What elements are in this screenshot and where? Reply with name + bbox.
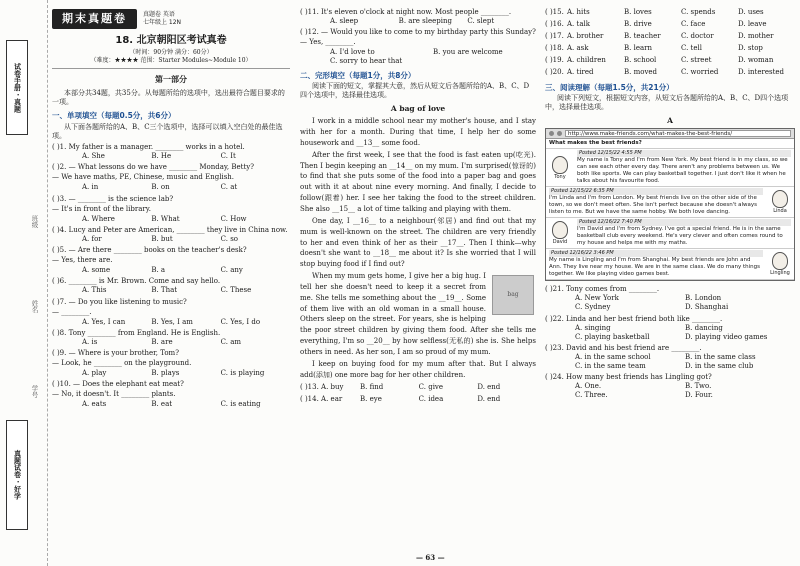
- option-a: A. singing: [575, 323, 611, 332]
- option-c: C. am: [220, 337, 242, 346]
- question-11: [300, 8, 536, 26]
- question-number: ( )17.: [545, 31, 564, 40]
- option-d: D. end: [477, 395, 501, 404]
- option-c: C. These: [220, 286, 252, 295]
- post-text: I'm Linda and I'm from London. My best friends live on the other side of the town, so we don't meet often. She isn't perfect because she doesn't always listen to me. But we have the same hobby. We both love dancing.: [549, 194, 758, 216]
- cloze-story: [300, 116, 536, 380]
- option-cell: A. hits: [567, 7, 590, 16]
- option-d: D. in the same club: [685, 361, 754, 370]
- binding-strip: [0, 0, 48, 566]
- option-cell: D. stop: [738, 43, 763, 52]
- option-c: C. any: [220, 266, 243, 275]
- option-b: B. eat: [151, 400, 173, 409]
- option-b: B. dancing: [685, 323, 723, 332]
- option-a: A. sleep: [330, 17, 359, 26]
- option-cell: B. school: [624, 55, 657, 64]
- section2-intro: 阅读下面的短文，掌握其大意，然后从短文后各题所给的A、B、C、D四个选项中，选择最佳选项。: [300, 82, 530, 100]
- avatar: [546, 218, 574, 248]
- question-stem: ( )6. ________ is Mr. Brown. Come and say hello.: [52, 277, 221, 286]
- question-subline: — No, it doesn't. It ________ plants.: [52, 390, 176, 399]
- option-cell: C. worried: [681, 67, 719, 76]
- question-14: [300, 394, 536, 406]
- section2-title: 二、完形填空（每题1分，共8分）: [300, 70, 416, 80]
- question-item: [52, 226, 290, 244]
- option-c: C. Yes, I do: [220, 317, 261, 326]
- option-cell: B. teacher: [624, 31, 661, 40]
- question-number: ( )19.: [545, 55, 564, 64]
- face-icon: [772, 252, 788, 270]
- question-item: [545, 373, 795, 400]
- option-a: A. is: [82, 337, 98, 346]
- question-subline: — ________.: [52, 307, 92, 316]
- option-row: [330, 48, 536, 66]
- option-a: A. New York: [575, 294, 619, 303]
- exam-header: [52, 6, 290, 32]
- avatar: [766, 187, 794, 217]
- option-b: B. Yes, I am: [151, 317, 193, 326]
- question-stem: ( )13. A. buy: [300, 383, 344, 391]
- number-label: 学号: [30, 385, 39, 398]
- option-cell: D. interested: [738, 67, 785, 76]
- forum-post: [546, 218, 794, 249]
- option-b: B. London: [685, 294, 722, 303]
- part-intro: 本部分共34题，共35分。从每题所给的选项中，选出最符合题目要求的一项。: [52, 88, 285, 107]
- back-icon: [549, 131, 554, 136]
- question-stem: ( )4. Lucy and Peter are American, ________ they live in China now.: [52, 225, 288, 234]
- option-row: [300, 394, 536, 406]
- option-row: [82, 338, 290, 347]
- option-row: [82, 400, 290, 409]
- option-b: B. you are welcome: [433, 48, 503, 57]
- option-c: C. so: [220, 234, 239, 243]
- option-c: C. slept: [467, 17, 495, 26]
- option-cell: A. children: [567, 55, 606, 64]
- option-cell: B. moved: [624, 67, 658, 76]
- option-row: [330, 17, 536, 26]
- browser-page-title: What makes the best friends?: [546, 139, 794, 149]
- question-item: [52, 380, 290, 409]
- header-meta-line1: 真题卷 英语: [143, 10, 175, 18]
- question-stem: ( )7. — Do you like listening to music?: [52, 297, 187, 306]
- class-label: 班级: [30, 215, 39, 228]
- option-row: [82, 369, 290, 378]
- option-cell: D. leave: [738, 19, 767, 28]
- option-a: A. for: [82, 234, 102, 243]
- section1-title: 一、单项填空（每题0.5分，共6分）: [52, 111, 176, 121]
- option-b: B. What: [151, 214, 180, 223]
- option-b: B. plays: [151, 369, 180, 378]
- post-text: I'm David and I'm from Sydney. I've got a special friend. He is in the same basketball club every weekend. He's very clever and often comes round to my house and helps me with my maths.: [577, 225, 783, 247]
- option-cell: A. talk: [567, 19, 590, 28]
- question-item: [52, 298, 290, 327]
- option-a: A. eats: [82, 400, 107, 409]
- option-a: A. Yes, I can: [82, 317, 126, 326]
- option-b: B. are sleeping: [398, 17, 452, 26]
- option-b: B. eye: [360, 395, 382, 404]
- option-cell: A. brother: [567, 31, 604, 40]
- forum-post: [546, 187, 794, 218]
- question-item: [52, 329, 290, 347]
- option-cell: A. ask: [567, 43, 589, 52]
- header-meta: [143, 11, 181, 28]
- post-date: Posted 12/15/22 4:55 PM: [577, 150, 791, 157]
- passage-label: A: [667, 115, 673, 125]
- option-row: [82, 286, 290, 295]
- question-stem: ( )9. — Where is your brother, Tom?: [52, 348, 179, 357]
- option-b: B. That: [151, 286, 178, 295]
- question-subline: — Look, he ________ on the playground.: [52, 359, 192, 368]
- question-item: [52, 349, 290, 378]
- question-item: [52, 246, 290, 275]
- question-stem: ( )3. — ________ is the science lab?: [52, 194, 174, 203]
- question-item: [545, 285, 795, 312]
- question-stem: ( )8. Tony ________ from England. He is English.: [52, 328, 221, 337]
- option-c: C. give: [418, 383, 444, 391]
- option-c: C. is playing: [220, 369, 265, 378]
- cloze-options-grid: [545, 6, 795, 79]
- avatar-name: Lingling: [770, 270, 790, 276]
- question-stem: ( )22. Linda and her best friend both like ________.: [545, 314, 723, 323]
- question-number: ( )16.: [545, 19, 564, 28]
- question-stem: ( )12. — Would you like to come to my birthday party this Sunday?: [300, 28, 536, 37]
- forward-icon: [557, 131, 562, 136]
- question-subline: — Yes, there are.: [52, 256, 113, 265]
- side-block-bottom: [6, 420, 28, 530]
- option-b: B. He: [151, 152, 172, 161]
- forum-post: [546, 149, 794, 187]
- page-number: — 63 —: [416, 552, 445, 562]
- question-list-3: [545, 285, 795, 400]
- question-stem: ( )10. — Does the elephant eat meat?: [52, 380, 184, 389]
- option-row: [82, 152, 290, 161]
- part-heading: 第一部分: [155, 74, 187, 84]
- banner-title: 期末真题卷: [52, 9, 137, 29]
- story-title: A bag of love: [390, 103, 446, 113]
- browser-window: [545, 128, 795, 281]
- face-icon: [552, 156, 568, 174]
- side-block-top-text: 试卷手册 · 真题: [13, 62, 22, 113]
- post-date: Posted 12/15/22 6:35 PM: [549, 188, 763, 195]
- post-body: [546, 249, 766, 279]
- option-b: B. in the same class: [685, 352, 756, 361]
- option-b: B. are: [151, 337, 173, 346]
- option-cell: C. street: [681, 55, 712, 64]
- subtitle-time: （时间：90分钟 满分：60分）: [129, 49, 213, 56]
- story-paragraph: I work in a middle school near my mother's house, and I stay with her for a month. During that time, I help her do some housework and __13__ some food.: [300, 117, 536, 147]
- option-row: [575, 353, 795, 371]
- exam-subtitle: [52, 49, 290, 69]
- option-row: [82, 266, 290, 275]
- option-c: C. How: [220, 214, 247, 223]
- question-list-1: [52, 143, 290, 409]
- column-3: [545, 6, 795, 560]
- face-icon: [552, 221, 568, 239]
- question-subline: — We have maths, PE, Chinese, music and English.: [52, 173, 235, 182]
- option-c: C. sorry to hear that: [330, 57, 403, 66]
- option-a: A. Where: [82, 214, 115, 223]
- story-paragraph: I keep on buying food for my mum after that. But I always add(添加) one more bag for her other children.: [300, 359, 536, 379]
- bag-image: bag: [492, 275, 534, 315]
- option-b: B. a: [151, 266, 166, 275]
- option-cell: C. doctor: [681, 31, 714, 40]
- question-item: [52, 163, 290, 192]
- option-b: B. find: [360, 383, 384, 391]
- option-b: B. but: [151, 234, 173, 243]
- question-stem: ( )23. David and his best friend are ________.: [545, 343, 702, 352]
- option-a: A. in the same school: [575, 352, 651, 361]
- option-cell: C. face: [681, 19, 706, 28]
- header-meta-line2: 七年级上 12N: [143, 19, 182, 26]
- option-row: [575, 324, 795, 342]
- question-stem: ( )1. My father is a manager. ________ works in a hotel.: [52, 143, 245, 152]
- option-cell: D. mother: [738, 31, 774, 40]
- question-subline: — Yes, ________.: [300, 38, 356, 47]
- post-body: [574, 218, 794, 248]
- side-block-top: [6, 40, 28, 135]
- option-row: [82, 183, 290, 192]
- subtitle-scope: （难度：★★★★ 范围：Starter Modules~Module 10）: [90, 56, 252, 64]
- post-date: Posted 12/16/22 7:40 PM: [577, 219, 791, 226]
- option-c: C. at: [220, 183, 238, 192]
- option-a: A. I'd love to: [330, 48, 375, 57]
- question-item: [52, 143, 290, 161]
- option-cell: C. spends: [681, 7, 716, 16]
- post-text: My name is Tony and I'm from New York. My best friend is in my class, so we can see each other every day. There aren't any problems between us. We both like sports. We can play basketball together. I just don't like it when he talks about his favourite food.: [577, 156, 788, 185]
- column-2: [300, 6, 536, 560]
- question-stem: ( )14. A. ear: [300, 395, 343, 404]
- forum-post: [546, 249, 794, 280]
- option-d: D. Shanghai: [685, 303, 729, 312]
- question-stem: ( )2. — What lessons do we have ________ Monday, Betty?: [52, 163, 254, 172]
- browser-toolbar: [546, 129, 794, 139]
- question-item: [52, 195, 290, 224]
- avatar: [546, 149, 574, 186]
- option-a: A. She: [82, 152, 105, 161]
- question-12: [300, 28, 536, 66]
- option-row: [82, 318, 290, 327]
- section3-intro: 阅读下列短文，根据短文内容，从短文后各题所给的A、B、C、D四个选项中，选择最佳选项。: [545, 94, 789, 112]
- section1-intro: 从下面各题所给的A、B、C三个选项中，选择可以填入空白处的最佳选项。: [52, 122, 283, 141]
- avatar-name: Linda: [773, 208, 787, 215]
- question-subline: — It's in front of the library.: [52, 204, 152, 213]
- option-c: C. It: [220, 152, 236, 161]
- exam-title: 18. 北京朝阳区考试真卷: [115, 35, 227, 46]
- side-block-bottom-text: 真题试卷 · 好学: [13, 450, 22, 500]
- question-stem: ( )11. It's eleven o'clock at night now. Most people ________.: [300, 8, 512, 16]
- option-row: [575, 294, 795, 312]
- question-item: [545, 344, 795, 371]
- option-row: [575, 382, 795, 400]
- option-cell: B. loves: [624, 7, 652, 16]
- option-cell: B. learn: [624, 43, 653, 52]
- post-body: [546, 187, 766, 217]
- question-stem: ( )24. How many best friends has Lingling got?: [545, 373, 712, 382]
- option-a: A. This: [82, 286, 107, 295]
- option-a: A. One.: [575, 382, 602, 391]
- avatar: [766, 249, 794, 279]
- option-cell: B. drive: [624, 19, 652, 28]
- name-label: 姓名: [30, 300, 39, 313]
- post-body: [574, 149, 794, 186]
- face-icon: [772, 190, 788, 208]
- section3-title: 三、阅读理解（每题1.5分，共21分）: [545, 82, 674, 92]
- avatar-name: Tony: [554, 173, 566, 180]
- question-stem: ( )5. — Are there ________ books on the teacher's desk?: [52, 246, 247, 255]
- post-date: Posted 12/16/22 3:46 PM: [549, 250, 763, 257]
- option-c: C. is eating: [220, 400, 261, 409]
- story-paragraph: After the first week, I see that the food is fast eaten up(吃光). Then I begin keeping an __14__ on my mum. I'm surprised(惊讶的) to find that she puts some of the food into a paper bag and goes out with it at about nine every morning. And finally, I decide to follow(跟着) her. I see her taking the food to the street children. She also __15__ a lot of time talking and playing with them.: [300, 150, 536, 213]
- option-a: A. in: [82, 183, 99, 192]
- option-cell: D. uses: [738, 7, 764, 16]
- option-row: [82, 215, 290, 224]
- option-b: B. Two.: [685, 382, 712, 391]
- question-item: [52, 277, 290, 295]
- address-bar: http://www.make-friends.com/what-makes-the-best-friends/: [565, 130, 791, 137]
- forum-posts: [546, 149, 794, 280]
- option-c: C. Three.: [575, 391, 608, 400]
- option-cell: A. tired: [567, 67, 594, 76]
- question-13: [300, 382, 536, 394]
- option-d: D. playing video games: [685, 332, 768, 341]
- option-cell: C. tell: [681, 43, 702, 52]
- question-number: ( )18.: [545, 43, 564, 52]
- question-number: ( )15.: [545, 7, 564, 16]
- option-cell: D. woman: [738, 55, 774, 64]
- option-b: B. on: [151, 183, 170, 192]
- story-paragraph: When my mum gets home, I give her a big hug. I tell her she doesn't need to keep it a secret from me. She tells me something about the __19__. Some of them live with an old woman in a small house. Others sleep on the street. For years, she is helping the poor street children by giving them food. After she tells me everything, I'm so __20__ by how selfless(无私的) she is. She helps others in need. As her son, I am so proud of my mum.: [300, 272, 536, 356]
- option-c: C. in the same team: [575, 361, 646, 370]
- option-row: [82, 235, 290, 244]
- question-stem: ( )21. Tony comes from ________.: [545, 285, 660, 294]
- option-c: C. idea: [418, 395, 444, 404]
- option-d: D. Four.: [685, 391, 713, 400]
- option-d: D. end: [477, 383, 501, 391]
- question-number: ( )20.: [545, 67, 564, 76]
- option-c: C. Sydney: [575, 303, 611, 312]
- question-item: [545, 315, 795, 342]
- column-1: [52, 6, 290, 560]
- option-c: C. playing basketball: [575, 332, 650, 341]
- option-a: A. some: [82, 266, 111, 275]
- option-a: A. play: [82, 369, 107, 378]
- option-row: [300, 382, 536, 394]
- avatar-name: David: [552, 239, 568, 246]
- post-text: My name is Lingling and I'm from Shanghai. My best friends are John and Ann. They live near my house. We are in the same class. We do many things together. We like playing video games best.: [549, 256, 760, 278]
- story-paragraph: One day, I __16__ to a neighbour(邻居) and find out that my mum is well-known on the street. The children are very friendly to her and even think of her as their __17__. Then I think—why doesn't she want to __18__ me about it? Is she worried that I will stop buying food if I find out?: [300, 216, 536, 269]
